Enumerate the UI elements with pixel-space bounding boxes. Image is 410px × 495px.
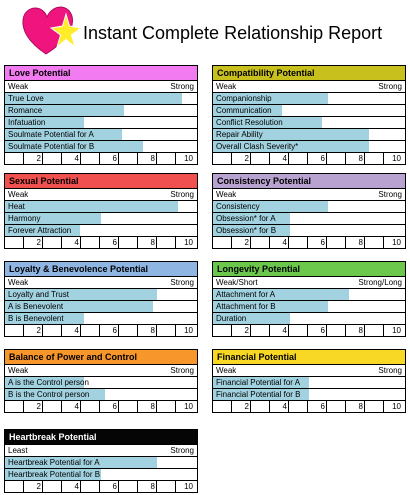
scale-right-label: Strong (378, 190, 402, 199)
tick-label: 8 (358, 402, 363, 411)
page-title: Instant Complete Relationship Report (83, 23, 383, 43)
bar-label: Attachment for A (216, 290, 276, 299)
bar-label: Companionship (216, 94, 272, 103)
tick-label: 10 (184, 326, 193, 335)
bar-label: Consistency (216, 202, 260, 211)
bar-label: Heat (8, 202, 25, 211)
panel-balance-of-power-and-control (4, 349, 198, 413)
bar-row (213, 117, 405, 129)
bar-label: Communication (216, 106, 272, 115)
tick-label: 4 (282, 238, 287, 247)
scale-right-label: Strong (170, 190, 194, 199)
bar-row (5, 141, 197, 153)
bar-row (213, 141, 405, 153)
bar-row (213, 201, 405, 213)
scale-left-label: Least (8, 446, 28, 455)
x-axis-ticks (5, 401, 197, 412)
bar-label: Duration (216, 314, 247, 323)
bar-label: Conflict Resolution (216, 118, 283, 127)
bar-label: Heartbreak Potential for A (8, 458, 100, 467)
bar-row (213, 301, 405, 313)
tick-label: 10 (392, 402, 401, 411)
tick-label: 6 (320, 326, 325, 335)
scale-left-label: Weak (8, 366, 29, 375)
tick-label: 2 (36, 482, 41, 491)
tick-label: 4 (74, 326, 79, 335)
scale-left-label: Weak (216, 82, 237, 91)
panel-title: Financial Potential (213, 350, 405, 365)
bar-row (213, 389, 405, 401)
bar-label: A is Benevolent (8, 302, 64, 311)
bar-label: Infatuation (8, 118, 46, 127)
tick-label: 2 (36, 154, 41, 163)
panel-title: Balance of Power and Control (5, 350, 197, 365)
bar-label: A is the Control person (8, 378, 89, 387)
panel-loyalty-benevolence-potential (4, 261, 198, 337)
panel-title: Consistency Potential (213, 174, 405, 189)
tick-label: 6 (320, 238, 325, 247)
scale-header (213, 277, 405, 289)
x-axis-ticks (213, 325, 405, 336)
tick-label: 4 (74, 402, 79, 411)
x-axis-ticks (5, 153, 197, 164)
x-axis-ticks (5, 481, 197, 492)
bar-row (213, 105, 405, 117)
bar-row (5, 469, 197, 481)
panel-heartbreak-potential (4, 429, 198, 493)
bar-label: Forever Attraction (8, 226, 72, 235)
tick-label: 6 (112, 402, 117, 411)
tick-label: 8 (358, 238, 363, 247)
scale-left-label: Weak (8, 278, 29, 287)
scale-header (5, 277, 197, 289)
scale-header (213, 81, 405, 93)
scale-right-label: Strong (170, 446, 194, 455)
bar-row (5, 129, 197, 141)
tick-label: 2 (244, 154, 249, 163)
bar-label: B is the Control person (8, 390, 90, 399)
bar-row (213, 213, 405, 225)
bar-row (5, 313, 197, 325)
tick-label: 6 (320, 402, 325, 411)
scale-right-label: Strong (170, 82, 194, 91)
bar-label: True Love (8, 94, 44, 103)
bar-label: Romance (8, 106, 43, 115)
panel-title: Heartbreak Potential (5, 430, 197, 445)
tick-label: 8 (150, 482, 155, 491)
bar-label: Obsession* for A (216, 214, 276, 223)
tick-label: 4 (74, 238, 79, 247)
scale-right-label: Strong (378, 82, 402, 91)
tick-label: 8 (358, 154, 363, 163)
tick-label: 2 (244, 326, 249, 335)
bar-row (5, 213, 197, 225)
scale-header (5, 81, 197, 93)
report-header (0, 0, 410, 60)
tick-label: 4 (74, 482, 79, 491)
tick-label: 4 (282, 402, 287, 411)
tick-label: 8 (150, 238, 155, 247)
bar-row (5, 389, 197, 401)
scale-right-label: Strong (378, 366, 402, 375)
tick-label: 4 (282, 326, 287, 335)
panel-title: Love Potential (5, 66, 197, 81)
tick-label: 2 (244, 402, 249, 411)
bar-label: Obsession* for B (216, 226, 277, 235)
scale-left-label: Weak (8, 190, 29, 199)
heart-star-logo-icon (20, 2, 82, 58)
scale-right-label: Strong/Long (358, 278, 402, 287)
scale-left-label: Weak/Short (216, 278, 258, 287)
tick-label: 10 (392, 326, 401, 335)
x-axis-ticks (5, 237, 197, 248)
tick-label: 10 (184, 238, 193, 247)
bar-label: Soulmate Potential for A (8, 130, 94, 139)
bar-row (5, 225, 197, 237)
scale-header (5, 445, 197, 457)
panel-financial-potential (212, 349, 406, 413)
bar-row (5, 105, 197, 117)
tick-label: 10 (392, 238, 401, 247)
tick-label: 2 (36, 326, 41, 335)
panel-love-potential (4, 65, 198, 165)
scale-right-label: Strong (170, 366, 194, 375)
scale-right-label: Strong (170, 278, 194, 287)
tick-label: 10 (184, 482, 193, 491)
bar-heat (5, 201, 178, 212)
tick-label: 2 (36, 238, 41, 247)
panel-sexual-potential (4, 173, 198, 249)
tick-label: 6 (320, 154, 325, 163)
bar-row (5, 117, 197, 129)
bar-row (213, 225, 405, 237)
scale-header (213, 365, 405, 377)
x-axis-ticks (213, 237, 405, 248)
bar-label: Overall Clash Severity* (216, 142, 299, 151)
scale-left-label: Weak (8, 82, 29, 91)
tick-label: 4 (74, 154, 79, 163)
tick-label: 8 (358, 326, 363, 335)
tick-label: 6 (112, 154, 117, 163)
tick-label: 6 (112, 326, 117, 335)
bar-label: Repair Ability (216, 130, 263, 139)
tick-label: 10 (184, 402, 193, 411)
bar-label: Soulmate Potential for B (8, 142, 95, 151)
scale-header (5, 189, 197, 201)
panel-consistency-potential (212, 173, 406, 249)
tick-label: 8 (150, 326, 155, 335)
panel-title: Loyalty & Benevolence Potential (5, 262, 197, 277)
bar-label: Financial Potential for A (216, 378, 301, 387)
tick-label: 4 (282, 154, 287, 163)
bar-label: Attachment for B (216, 302, 276, 311)
tick-label: 8 (150, 154, 155, 163)
x-axis-ticks (213, 153, 405, 164)
tick-label: 6 (112, 238, 117, 247)
tick-label: 10 (184, 154, 193, 163)
panel-title: Longevity Potential (213, 262, 405, 277)
panel-compatibility-potential (212, 65, 406, 165)
scale-left-label: Weak (216, 190, 237, 199)
x-axis-ticks (213, 401, 405, 412)
bar-label: Financial Potential for B (216, 390, 301, 399)
scale-header (213, 189, 405, 201)
panel-title: Compatibility Potential (213, 66, 405, 81)
bar-label: Loyalty and Trust (8, 290, 69, 299)
tick-label: 6 (112, 482, 117, 491)
bar-label: Harmony (8, 214, 41, 223)
bar-row (5, 289, 197, 301)
bar-label: B is Benevolent (8, 314, 64, 323)
scale-left-label: Weak (216, 366, 237, 375)
bar-row (213, 377, 405, 389)
bar-row (213, 93, 405, 105)
panel-longevity-potential (212, 261, 406, 337)
bar-row (213, 313, 405, 325)
bar-label: Heartbreak Potential for B (8, 470, 101, 479)
bar-row (213, 289, 405, 301)
tick-label: 2 (244, 238, 249, 247)
tick-label: 8 (150, 402, 155, 411)
bar-row (5, 201, 197, 213)
bar-row (5, 457, 197, 469)
bar-row (5, 377, 197, 389)
scale-header (5, 365, 197, 377)
tick-label: 2 (36, 402, 41, 411)
bar-row (213, 129, 405, 141)
panel-title: Sexual Potential (5, 174, 197, 189)
x-axis-ticks (5, 325, 197, 336)
tick-label: 10 (392, 154, 401, 163)
bar-row (5, 93, 197, 105)
bar-row (5, 301, 197, 313)
